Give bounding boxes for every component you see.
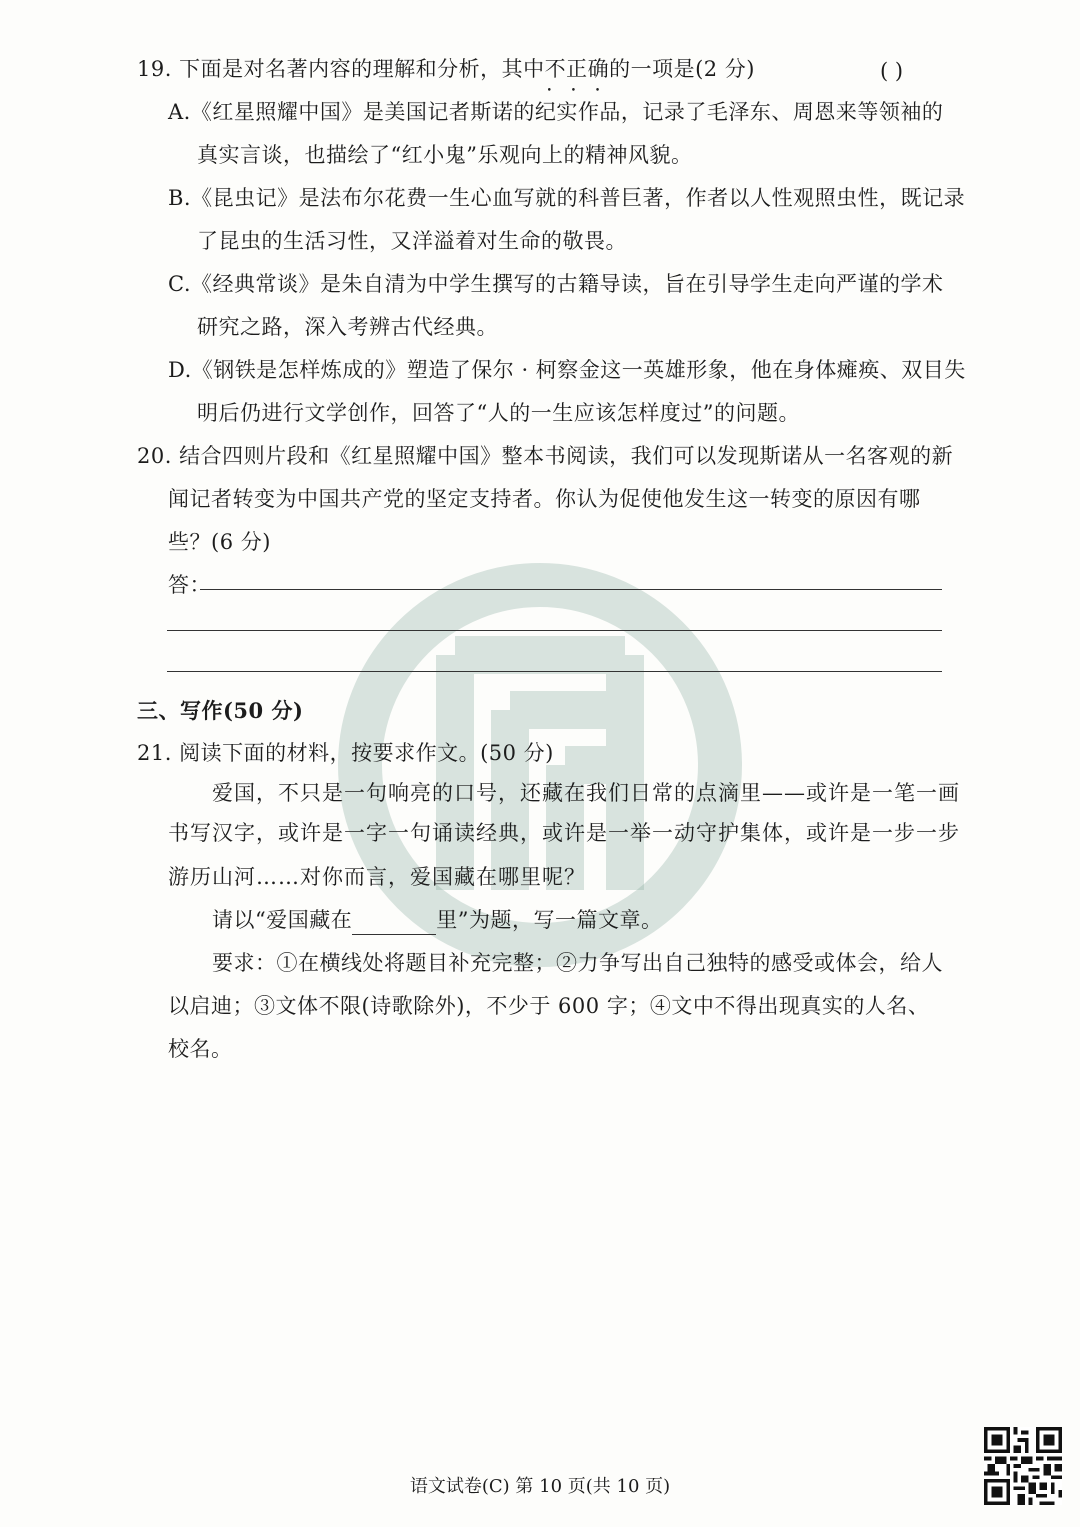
q19-option-b-line2: 了昆虫的生活习性，又洋溢着对生命的敬畏。 — [197, 229, 627, 253]
q21-title-instruction: 请以“爱国藏在 里”为题，写一篇文章。 — [212, 905, 663, 935]
q19-option-b-line1: B.《昆虫记》是法布尔花费一生心血写就的科普巨著，作者以人性观照虫性，既记录 — [168, 186, 966, 210]
answer-line-3[interactable] — [167, 671, 942, 672]
q20-answer-label: 答： — [168, 573, 211, 597]
section3-heading: 三、写作(50 分) — [137, 698, 304, 723]
q21-material-line3: 游历山河……对你而言，爱国藏在哪里呢？ — [168, 865, 586, 889]
q19-stem: 19. 下面是对名著内容的理解和分析，其中不正确 • • •的一项是(2 分) — [137, 54, 755, 84]
q21-requirement-line1: 要求：①在横线处将题目补充完整；②力争写出自己独特的感受或体会，给人 — [212, 951, 943, 975]
q20-line1: 20. 结合四则片段和《红星照耀中国》整本书阅读，我们可以发现斯诺从一名客观的新 — [137, 444, 954, 468]
q20-line2: 闻记者转变为中国共产党的坚定支持者。你认为促使他发生这一转变的原因有哪 — [168, 487, 921, 511]
qr-code-icon — [984, 1427, 1062, 1505]
answer-line-1[interactable] — [200, 589, 942, 590]
answer-line-2[interactable] — [167, 630, 942, 631]
q21-requirement-line2: 以启迪；③文体不限(诗歌除外)，不少于 600 字；④文中不得出现真实的人名、 — [168, 994, 930, 1018]
q19-option-c-line2: 研究之路，深入考辨古代经典。 — [197, 315, 498, 339]
q19-answer-paren: ( ) — [880, 59, 904, 83]
q19-option-d-line2: 明后仍进行文学创作，回答了“人的一生应该怎样度过”的问题。 — [197, 401, 800, 425]
q19-emphasis: 不正确 • • • — [545, 54, 610, 84]
title-blank[interactable] — [352, 912, 436, 935]
q21-stem: 21. 阅读下面的材料，按要求作文。(50 分) — [137, 741, 554, 765]
q20-line3: 些？(6 分) — [168, 530, 271, 554]
page-footer: 语文试卷(C) 第 10 页(共 10 页) — [409, 1476, 671, 1497]
q19-option-d-line1: D.《钢铁是怎样炼成的》塑造了保尔 · 柯察金这一英雄形象，他在身体瘫痪、双目失 — [168, 358, 966, 382]
q19-option-a-line1: A.《红星照耀中国》是美国记者斯诺的纪实作品，记录了毛泽东、周恩来等领袖的 — [168, 100, 944, 124]
q21-material-line1: 爱国，不只是一句响亮的口号，还藏在我们日常的点滴里——或许是一笔一画 — [212, 781, 960, 805]
q19-option-a-line2: 真实言谈，也描绘了“红小鬼”乐观向上的精神风貌。 — [197, 143, 693, 167]
q19-option-c-line1: C.《经典常谈》是朱自清为中学生撰写的古籍导读，旨在引导学生走向严谨的学术 — [168, 272, 944, 296]
q21-material-line2: 书写汉字，或许是一字一句诵读经典，或许是一举一动守护集体，或许是一步一步 — [168, 821, 960, 845]
q21-requirement-line3: 校名。 — [168, 1037, 233, 1061]
